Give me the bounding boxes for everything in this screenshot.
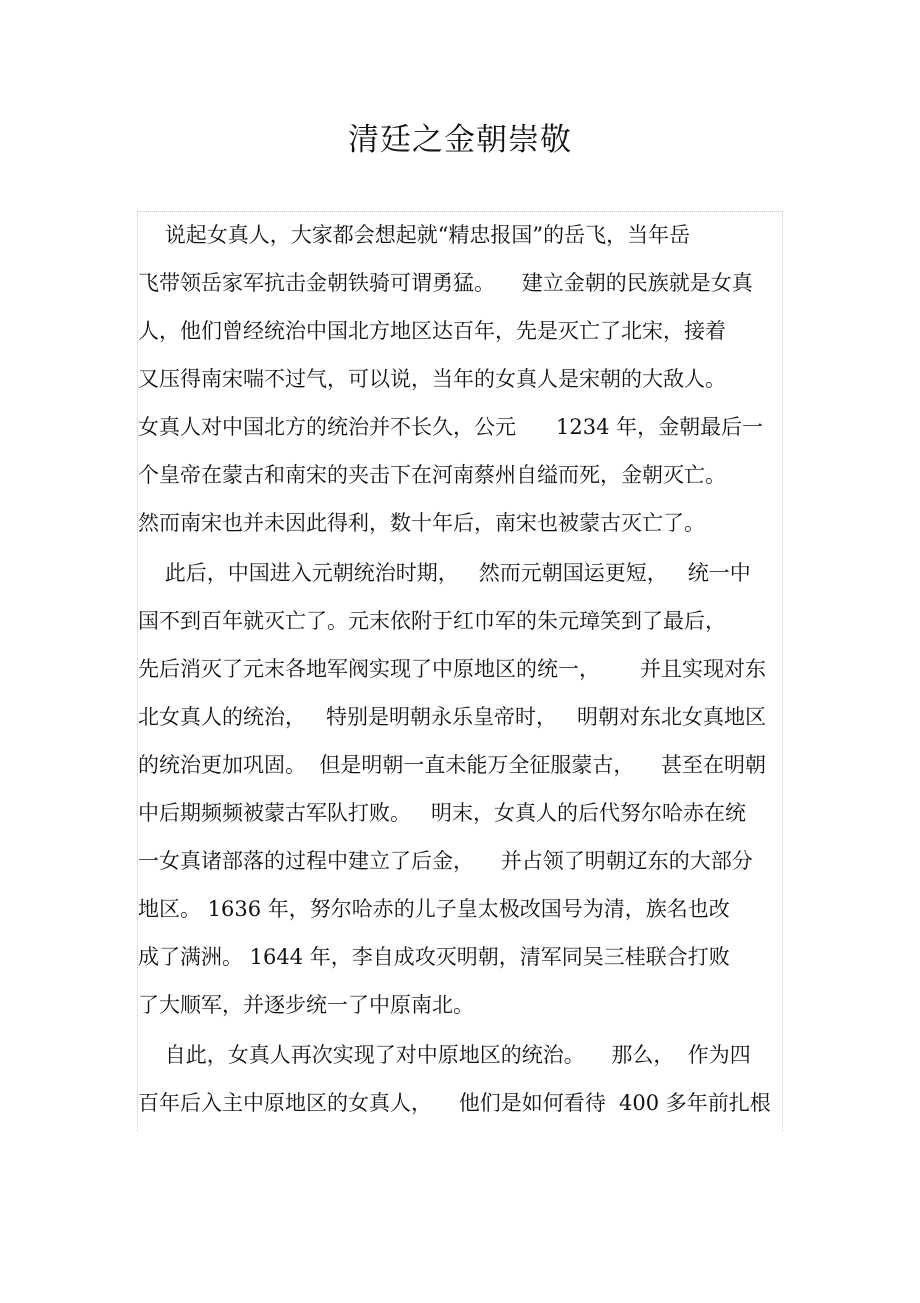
body-line-13: 中后期频频被蒙古军队打败。 明末，女真人的后代努尔哈赤在统	[138, 801, 747, 825]
body-line-16: 成了满洲。 1644 年，李自成攻灭明朝，清军同吴三桂联合打败	[138, 945, 730, 969]
body-line-3: 人，他们曾经统治中国北方地区达百年，先是灭亡了北宋，接着	[138, 319, 726, 343]
body-line-11: 北女真人的统治， 特别是明朝永乐皇帝时， 明朝对东北女真地区	[138, 705, 767, 729]
body-line-12: 的统治更加巩固。 但是明朝一直未能万全征服蒙古， 甚至在明朝	[138, 753, 767, 777]
body-line-15: 地区。 1636 年，努尔哈赤的儿子皇太极改国号为清，族名也改	[138, 897, 730, 921]
body-line-10: 先后消灭了元末各地军阀实现了中原地区的统一， 并且实现对东	[138, 657, 767, 681]
body-line-17: 了大顺军，并逐步统一了中原南北。	[138, 993, 474, 1017]
body-line-6: 个皇帝在蒙古和南宋的夹击下在河南蔡州自缢而死，金朝灭亡。	[138, 463, 726, 487]
body-line-18: 自此，女真人再次实现了对中原地区的统治。 那么， 作为四	[138, 1043, 751, 1067]
body-line-9: 国不到百年就灭亡了。元末依附于红巾军的朱元璋笑到了最后，	[138, 609, 726, 633]
body-line-2: 飞带领岳家军抗击金朝铁骑可谓勇猛。 建立金朝的民族就是女真	[138, 271, 753, 295]
body-line-4: 又压得南宋喘不过气，可以说，当年的女真人是宋朝的大敌人。	[138, 367, 726, 391]
body-line-7: 然而南宋也并未因此得利，数十年后，南宋也被蒙古灭亡了。	[138, 511, 705, 535]
body-line-1: 说起女真人，大家都会想起就“精忠报国”的岳飞，当年岳	[138, 223, 691, 247]
body-line-5: 女真人对中国北方的统治并不长久，公元 1234 年，金朝最后一	[138, 415, 764, 439]
body-line-19: 百年后入主中原地区的女真人， 他们是如何看待 400 多年前扎根	[138, 1091, 771, 1115]
body-line-14: 一女真诸部落的过程中建立了后金， 并占领了明朝辽东的大部分	[138, 849, 753, 873]
page-title: 清廷之金朝崇敬	[348, 122, 572, 158]
body-line-8: 此后，中国进入元朝统治时期， 然而元朝国运更短， 统一中	[138, 561, 751, 585]
